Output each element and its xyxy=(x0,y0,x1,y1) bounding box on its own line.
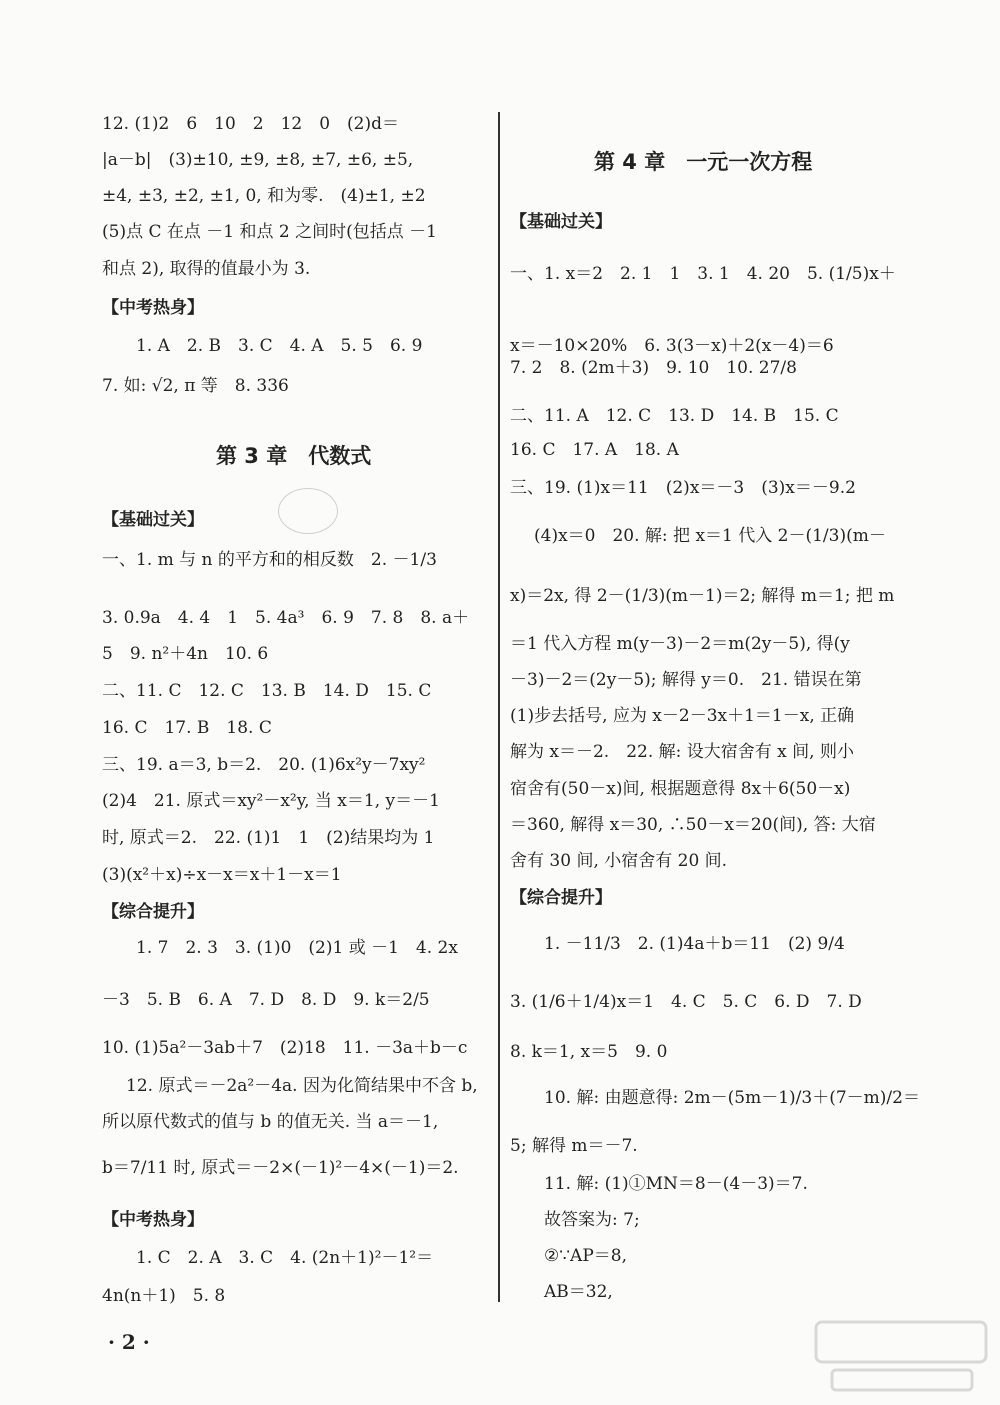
answer-line: －3 5. B 6. A 7. D 8. D 9. k＝2/5 xyxy=(102,990,430,1010)
answer-line: 5 9. n²＋4n 10. 6 xyxy=(102,644,269,664)
answer-line: (3)(x²＋x)÷x－x＝x＋1－x＝1 xyxy=(102,865,342,885)
section-title: 【中考热身】 xyxy=(102,1210,204,1230)
answer-line: ±4, ±3, ±2, ±1, 0, 和为零. (4)±1, ±2 xyxy=(102,186,426,206)
chapter-title: 第 4 章 一元一次方程 xyxy=(594,150,813,174)
page-number: · 2 · xyxy=(108,1330,150,1354)
answer-line: (2)4 21. 原式＝xy²－x²y, 当 x＝1, y＝－1 xyxy=(102,791,440,811)
answer-line: 16. C 17. A 18. A xyxy=(510,440,679,460)
answer-line: 故答案为: 7; xyxy=(544,1210,640,1230)
answer-line: －3)－2＝(2y－5); 解得 y＝0. 21. 错误在第 xyxy=(510,670,862,690)
answer-line: 三、19. (1)x＝11 (2)x＝－3 (3)x＝－9.2 xyxy=(510,478,856,498)
answer-line: 4n(n＋1) 5. 8 xyxy=(102,1286,226,1306)
answer-line: 1. A 2. B 3. C 4. A 5. 5 6. 9 xyxy=(136,336,423,356)
section-title: 【中考热身】 xyxy=(102,298,204,318)
answer-line: |a－b| (3)±10, ±9, ±8, ±7, ±6, ±5, xyxy=(102,150,414,170)
column-divider xyxy=(498,112,500,1302)
answer-line: ②∵AP＝8, xyxy=(544,1246,627,1266)
answer-line: (4)x＝0 20. 解: 把 x＝1 代入 2－(1/3)(m－ xyxy=(534,526,886,546)
answer-line: 和点 2), 取得的值最小为 3. xyxy=(102,259,311,279)
answer-line: 8. k＝1, x＝5 9. 0 xyxy=(510,1042,668,1062)
answer-line: 11. 解: (1)①MN＝8－(4－3)＝7. xyxy=(544,1174,808,1194)
answer-line: AB＝32, xyxy=(544,1282,613,1302)
answer-line: 7. 如: √2, π 等 8. 336 xyxy=(102,376,289,396)
answer-line: 宿舍有(50－x)间, 根据题意得 8x＋6(50－x) xyxy=(510,779,851,799)
answer-line: 10. 解: 由题意得: 2m－(5m－1)/3＋(7－m)/2＝ xyxy=(544,1088,920,1108)
answer-line: b＝7/11 时, 原式＝－2×(－1)²－4×(－1)＝2. xyxy=(102,1158,459,1178)
section-title: 【综合提升】 xyxy=(510,888,612,908)
answer-line: 7. 2 8. (2m＋3) 9. 10 10. 27/8 xyxy=(510,358,797,378)
answer-line: ＝1 代入方程 m(y－3)－2＝m(2y－5), 得(y xyxy=(510,634,850,654)
answer-line: 3. (1/6＋1/4)x＝1 4. C 5. C 6. D 7. D xyxy=(510,992,862,1012)
answer-line: 3. 0.9a 4. 4 1 5. 4a³ 6. 9 7. 8 8. a＋ xyxy=(102,608,470,628)
answer-line: 1. C 2. A 3. C 4. (2n＋1)²－1²＝ xyxy=(136,1248,434,1268)
answer-line: (1)步去括号, 应为 x－2－3x＋1＝1－x, 正确 xyxy=(510,706,855,726)
answer-line: 二、11. A 12. C 13. D 14. B 15. C xyxy=(510,406,839,426)
answer-line: 12. (1)2 6 10 2 12 0 (2)d＝ xyxy=(102,114,400,134)
answer-line: x＝－10×20% 6. 3(3－x)＋2(x－4)＝6 xyxy=(510,336,834,356)
answer-line: 解为 x＝－2. 22. 解: 设大宿舍有 x 间, 则小 xyxy=(510,742,854,762)
answer-line: 所以原代数式的值与 b 的值无关. 当 a＝－1, xyxy=(102,1112,439,1132)
answer-line: 二、11. C 12. C 13. B 14. D 15. C xyxy=(102,681,432,701)
watermark-logo xyxy=(812,1316,990,1398)
answer-line: 一、1. x＝2 2. 1 1 3. 1 4. 20 5. (1/5)x＋ xyxy=(510,264,896,284)
chapter-title: 第 3 章 代数式 xyxy=(216,444,372,468)
answer-line: 10. (1)5a²－3ab＋7 (2)18 11. －3a＋b－c xyxy=(102,1038,468,1058)
section-title: 【基础过关】 xyxy=(510,212,612,232)
answer-line: 16. C 17. B 18. C xyxy=(102,718,272,738)
answer-line: 舍有 30 间, 小宿舍有 20 间. xyxy=(510,851,728,871)
answer-line: ＝360, 解得 x＝30, ∴50－x＝20(间), 答: 大宿 xyxy=(510,815,876,835)
answer-line: 三、19. a＝3, b＝2. 20. (1)6x²y－7xy² xyxy=(102,755,426,775)
answer-line: 1. －11/3 2. (1)4a＋b＝11 (2) 9/4 xyxy=(544,934,845,954)
stamp-mark xyxy=(278,488,338,534)
section-title: 【基础过关】 xyxy=(102,510,204,530)
answer-line: 12. 原式＝－2a²－4a. 因为化简结果中不含 b, xyxy=(126,1076,478,1096)
answer-line: 1. 7 2. 3 3. (1)0 (2)1 或 －1 4. 2x xyxy=(136,938,458,958)
answer-line: x)＝2x, 得 2－(1/3)(m－1)＝2; 解得 m＝1; 把 m xyxy=(510,586,895,606)
answer-line: 一、1. m 与 n 的平方和的相反数 2. －1/3 xyxy=(102,550,437,570)
section-title: 【综合提升】 xyxy=(102,902,204,922)
answer-line: 时, 原式＝2. 22. (1)1 1 (2)结果均为 1 xyxy=(102,828,435,848)
answer-line: (5)点 C 在点 －1 和点 2 之间时(包括点 －1 xyxy=(102,222,437,242)
answer-line: 5; 解得 m＝－7. xyxy=(510,1136,638,1156)
